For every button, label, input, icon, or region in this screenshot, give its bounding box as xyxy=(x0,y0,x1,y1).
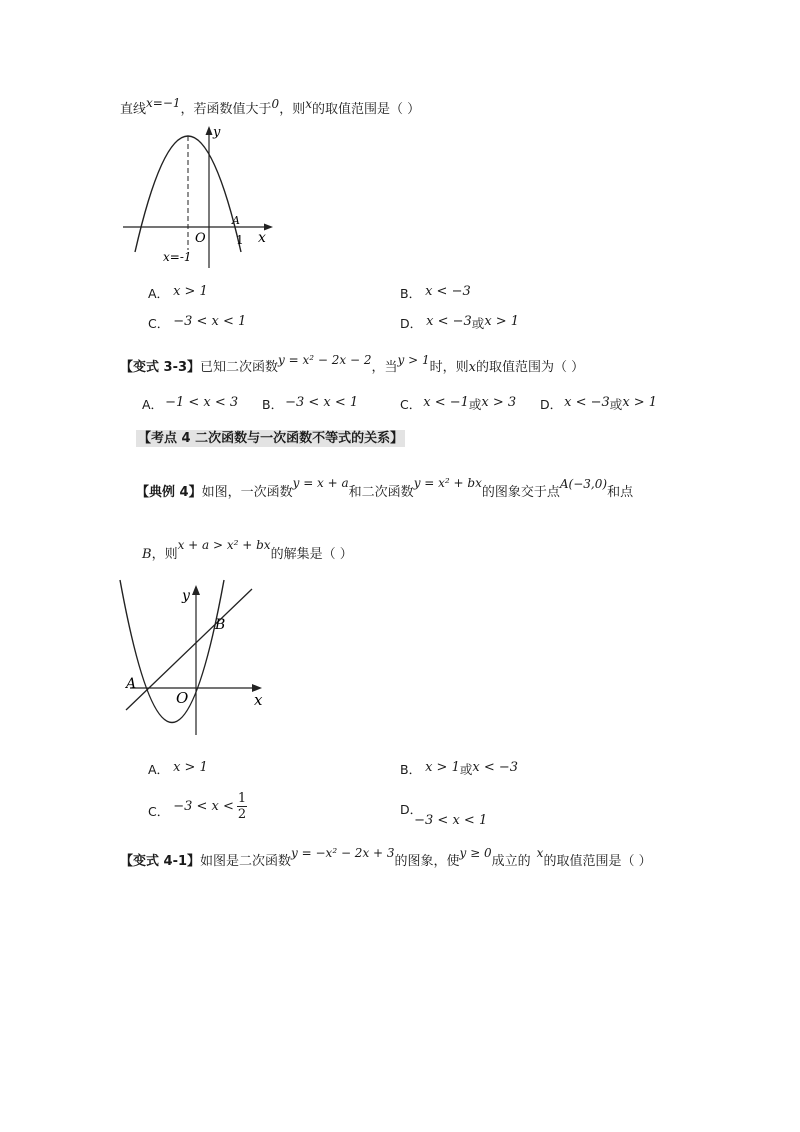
q3-line-parabola-figure xyxy=(112,575,272,740)
q3-math: A(−3,0) xyxy=(559,477,608,491)
option-math: x < −3 xyxy=(426,314,472,329)
option-math: x < −3 xyxy=(425,284,471,299)
q1-option-d[interactable] xyxy=(400,314,519,332)
q1-option-a[interactable] xyxy=(148,284,208,302)
q1-stem xyxy=(120,98,420,117)
option-math: x < −3 xyxy=(472,760,519,775)
y-axis-label: y xyxy=(213,125,221,140)
option-letter: B． xyxy=(262,397,284,412)
q3-text: ，则 xyxy=(151,547,178,562)
option-math: −3 < x < 1 xyxy=(173,314,247,329)
q1-parabola-figure xyxy=(118,120,283,270)
q2-math: y = x² − 2x − 2 xyxy=(278,353,372,367)
option-math: x > 1 xyxy=(484,314,520,329)
q2-text: ，当 xyxy=(371,360,398,375)
q1-stem-math: x=−1 xyxy=(146,96,181,110)
option-math: x > 1 xyxy=(173,760,208,775)
section-heading xyxy=(136,427,405,446)
option-math: −3 < x < 1 xyxy=(285,395,359,410)
q2-tag: 【变式 3-3】 xyxy=(120,360,201,375)
option-math: −3 < x < 1 xyxy=(414,813,488,828)
option-math: x < −3 xyxy=(564,395,610,410)
y-axis-arrow xyxy=(206,126,213,135)
q3-option-d[interactable] xyxy=(400,800,488,828)
q3-math: y = x + a xyxy=(292,476,349,490)
option-word: 或 xyxy=(468,397,482,412)
q2-option-a[interactable] xyxy=(142,395,238,413)
q1-stem-math: 0 xyxy=(271,97,280,111)
q2-math: x xyxy=(468,360,476,375)
option-letter: C． xyxy=(148,804,170,819)
q2-text: 时，则 xyxy=(429,360,469,375)
option-math: x > 1 xyxy=(622,395,658,410)
q2-text: 的取值范围为（ ） xyxy=(475,360,585,375)
origin-label: O xyxy=(195,231,206,246)
q4-text: 的图象，使 xyxy=(394,854,460,869)
q3-text: 和点 xyxy=(607,485,634,500)
q3-tag: 【典例 4】 xyxy=(136,485,202,500)
q2-math: y > 1 xyxy=(397,353,430,367)
q4-tag: 【变式 4-1】 xyxy=(120,854,201,869)
option-math: x > 3 xyxy=(481,395,517,410)
option-letter: D． xyxy=(540,397,563,412)
q3-option-b[interactable] xyxy=(400,760,518,778)
option-letter: D． xyxy=(400,316,423,331)
q4-stem xyxy=(120,846,652,869)
q3-stem-line1 xyxy=(136,476,634,500)
point-b-label: B xyxy=(215,617,226,633)
q1-stem-math: x xyxy=(305,97,312,111)
q2-option-d[interactable] xyxy=(540,395,657,413)
option-letter: B． xyxy=(400,286,422,301)
option-letter: C． xyxy=(400,397,422,412)
option-math: −1 < x < 3 xyxy=(165,395,239,410)
q3-text: 如图，一次函数 xyxy=(201,485,293,500)
q1-stem-text: 的取值范围是（ ） xyxy=(311,102,421,117)
q4-math: y = −x² − 2x + 3 xyxy=(291,846,395,860)
symmetry-label: x=-1 xyxy=(163,250,192,264)
option-math: x > 1 xyxy=(173,284,208,299)
option-letter: C． xyxy=(148,316,170,331)
option-letter: A． xyxy=(148,762,170,777)
q4-text: 成立的 xyxy=(491,854,531,869)
q1-stem-text: 直线 xyxy=(120,102,147,117)
option-letter: A． xyxy=(142,397,164,412)
q2-option-c[interactable] xyxy=(400,395,516,413)
q4-math: y ≥ 0 xyxy=(459,846,492,860)
fraction-denominator: 2 xyxy=(237,807,247,822)
origin-label: O xyxy=(176,689,189,707)
linear-function-line xyxy=(126,589,252,710)
q3-math: B xyxy=(142,547,152,562)
q2-option-b[interactable] xyxy=(262,395,358,413)
option-letter: A． xyxy=(148,286,170,301)
fraction-numerator: 1 xyxy=(237,791,247,806)
q1-option-c[interactable] xyxy=(148,314,246,332)
option-math: −3 < x < xyxy=(173,799,234,814)
q3-math: y = x² + bx xyxy=(413,476,482,490)
y-axis-arrow xyxy=(192,585,200,595)
option-letter: D． xyxy=(400,802,423,817)
option-word: 或 xyxy=(459,762,473,777)
q1-stem-text: ，若函数值大于 xyxy=(180,102,272,117)
x-axis-label: x xyxy=(258,230,266,246)
point-a-label: A xyxy=(126,676,137,692)
q4-text: 如图是二次函数 xyxy=(200,854,292,869)
q3-option-c[interactable] xyxy=(148,791,247,828)
q3-math: x + a > x² + bx xyxy=(177,538,271,552)
section-title: 【考点 4 二次函数与一次函数不等式的关系】 xyxy=(138,431,404,446)
q2-stem xyxy=(120,353,585,375)
q4-text: 的取值范围是（ ） xyxy=(543,854,652,869)
q4-math: x xyxy=(536,846,544,860)
tick-one-label: 1 xyxy=(236,233,244,247)
point-a-label: A xyxy=(232,214,240,227)
q1-option-b[interactable] xyxy=(400,284,471,302)
q1-stem-text: ，则 xyxy=(279,102,306,117)
option-word: 或 xyxy=(609,397,623,412)
fraction-one-half xyxy=(237,791,247,822)
q2-text: 已知二次函数 xyxy=(200,360,279,375)
q3-text: 的图象交于点 xyxy=(481,485,560,500)
x-axis-label: x xyxy=(254,691,263,709)
y-axis-label: y xyxy=(182,588,190,604)
option-word: 或 xyxy=(471,316,485,331)
option-math: x < −1 xyxy=(423,395,469,410)
option-letter: B． xyxy=(400,762,422,777)
q3-stem-line2 xyxy=(142,538,353,562)
q3-option-a[interactable] xyxy=(148,760,208,778)
q3-text: 的解集是（ ） xyxy=(270,547,353,562)
q3-text: 和二次函数 xyxy=(348,485,414,500)
option-math: x > 1 xyxy=(425,760,460,775)
